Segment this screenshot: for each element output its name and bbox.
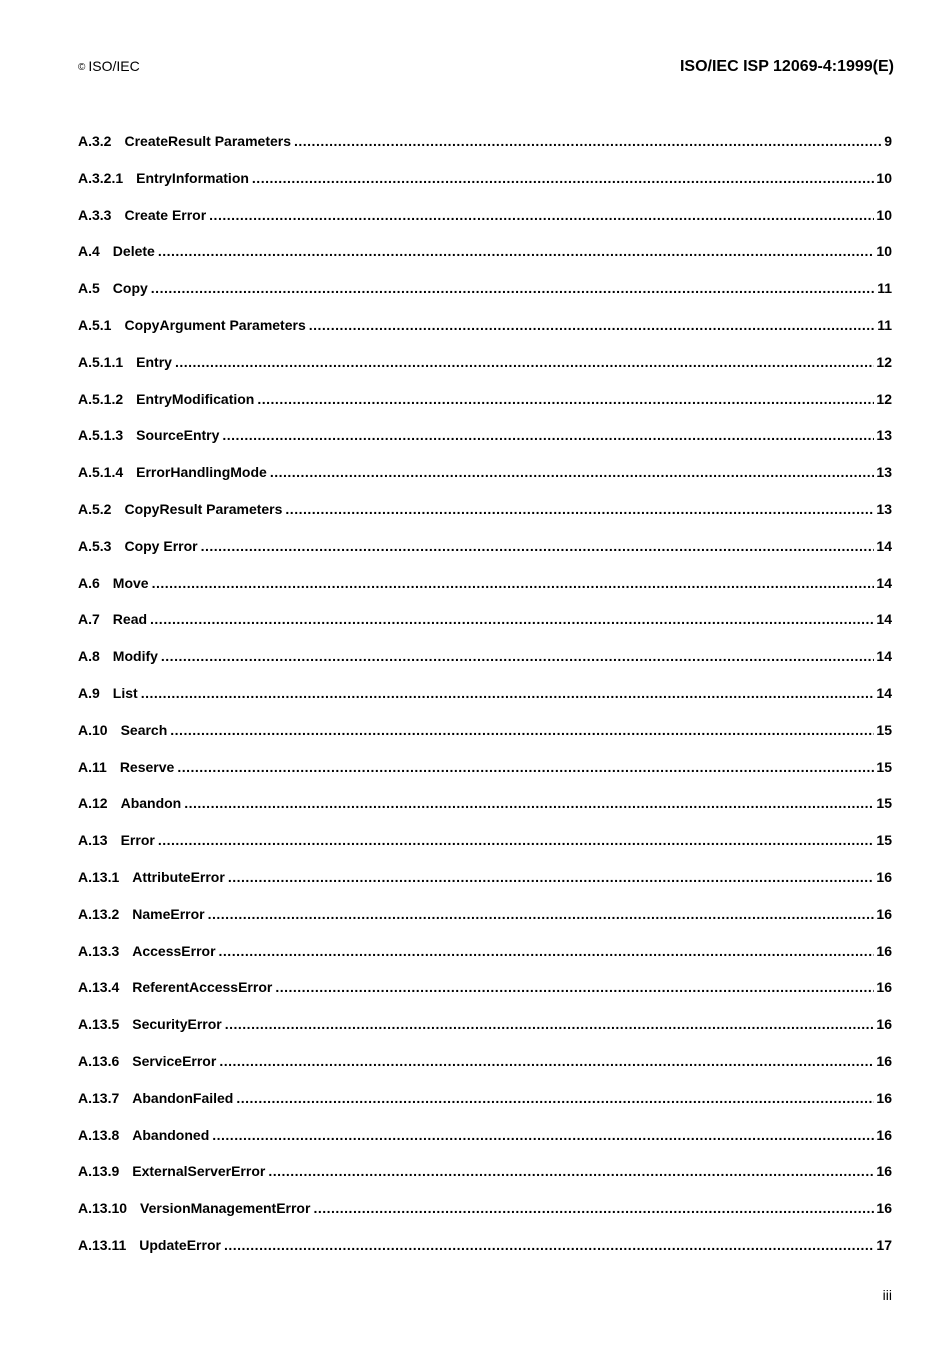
toc-entry-number: A.13.2 xyxy=(78,905,120,922)
toc-dot-leader xyxy=(285,501,874,517)
toc-entry-title: ReferentAccessError xyxy=(132,979,273,996)
toc-entry-title: SecurityError xyxy=(132,1016,222,1033)
toc-entry-page: 11 xyxy=(877,316,892,333)
toc-entry-title: EntryInformation xyxy=(136,169,249,186)
toc-entry-title: AbandonFailed xyxy=(132,1089,234,1106)
toc-entry[interactable] xyxy=(78,538,892,575)
toc-dot-leader xyxy=(219,943,875,959)
toc-entry-title: NameError xyxy=(132,905,205,922)
toc-entry-page: 9 xyxy=(884,133,892,149)
toc-entry-title: ServiceError xyxy=(132,1052,217,1069)
toc-entry-page: 16 xyxy=(876,942,892,959)
toc-entry-page: 15 xyxy=(876,795,892,812)
toc-entry-page: 14 xyxy=(876,684,892,701)
toc-entry-number: A.5.1.1 xyxy=(78,353,124,370)
toc-entry-number: A.3.2.1 xyxy=(78,169,124,186)
toc-entry[interactable] xyxy=(78,575,892,612)
toc-entry-page: 12 xyxy=(876,390,892,407)
toc-entry-number: A.13.1 xyxy=(78,868,120,885)
toc-entry-number: A.12 xyxy=(78,795,108,812)
toc-entry[interactable] xyxy=(78,685,892,722)
toc-entry-number: A.3.2 xyxy=(78,133,112,149)
toc-dot-leader xyxy=(313,1200,874,1216)
toc-entry-title: Search xyxy=(120,721,168,738)
toc-entry-page: 14 xyxy=(876,574,892,591)
toc-entry-page: 10 xyxy=(876,243,892,260)
toc-entry-title: Modify xyxy=(112,648,158,665)
toc-entry-number: A.3.3 xyxy=(78,206,112,223)
toc-entry[interactable] xyxy=(78,759,892,796)
toc-entry-title: CreateResult Parameters xyxy=(124,133,291,149)
page-number: iii xyxy=(882,1287,892,1303)
toc-entry-title: Error xyxy=(120,832,155,849)
toc-entry[interactable] xyxy=(78,1016,892,1053)
toc-entry-title: VersionManagementError xyxy=(140,1200,311,1217)
toc-entry-number: A.5.1.3 xyxy=(78,427,124,444)
toc-entry[interactable] xyxy=(78,1163,892,1200)
header-org: ISO/IEC xyxy=(88,58,140,74)
toc-entry[interactable] xyxy=(78,354,892,391)
toc-entry-number: A.13.5 xyxy=(78,1016,120,1033)
toc-entry-title: Abandon xyxy=(120,795,182,812)
toc-entry-title: Entry xyxy=(136,353,172,370)
toc-dot-leader xyxy=(268,1163,874,1179)
toc-entry-title: AccessError xyxy=(132,942,216,959)
toc-entry-number: A.13.11 xyxy=(78,1236,127,1253)
toc-dot-leader xyxy=(209,207,874,223)
toc-dot-leader xyxy=(170,722,874,738)
toc-entry[interactable] xyxy=(78,1053,892,1090)
toc-entry-number: A.5.3 xyxy=(78,537,112,554)
toc-entry-number: A.10 xyxy=(78,721,108,738)
toc-entry-number: A.13 xyxy=(78,832,108,849)
toc-entry-page: 12 xyxy=(876,353,892,370)
toc-entry[interactable] xyxy=(78,869,892,906)
toc-entry-page: 10 xyxy=(876,169,892,186)
table-of-contents xyxy=(78,133,892,1274)
toc-entry-page: 16 xyxy=(876,1089,892,1106)
toc-entry-number: A.13.9 xyxy=(78,1163,120,1180)
toc-dot-leader xyxy=(150,611,874,627)
toc-entry-title: EntryModification xyxy=(136,390,255,407)
toc-dot-leader xyxy=(177,759,874,775)
toc-entry-title: Reserve xyxy=(119,758,175,775)
toc-entry-number: A.13.10 xyxy=(78,1200,128,1217)
toc-entry[interactable] xyxy=(78,648,892,685)
toc-entry-page: 15 xyxy=(876,832,892,849)
toc-entry-title: ErrorHandlingMode xyxy=(136,464,267,481)
toc-dot-leader xyxy=(158,832,875,848)
toc-entry[interactable] xyxy=(78,427,892,464)
toc-entry[interactable] xyxy=(78,464,892,501)
toc-entry-title: Read xyxy=(112,611,148,628)
toc-dot-leader xyxy=(184,795,874,811)
toc-entry[interactable] xyxy=(78,832,892,869)
toc-entry-title: Copy Error xyxy=(124,537,198,554)
toc-entry-number: A.5.1.2 xyxy=(78,390,124,407)
copyright-symbol: © xyxy=(78,62,86,73)
toc-entry-number: A.5.1.4 xyxy=(78,464,124,481)
toc-entry-number: A.7 xyxy=(78,611,100,628)
toc-dot-leader xyxy=(252,170,875,186)
toc-entry[interactable] xyxy=(78,391,892,428)
toc-entry-page: 16 xyxy=(876,905,892,922)
toc-dot-leader xyxy=(224,1237,874,1253)
toc-entry-title: CopyResult Parameters xyxy=(124,500,283,517)
toc-entry[interactable] xyxy=(78,317,892,354)
toc-entry-number: A.8 xyxy=(78,648,100,665)
toc-entry-number: A.13.6 xyxy=(78,1052,120,1069)
toc-entry-number: A.13.7 xyxy=(78,1089,120,1106)
toc-entry-page: 14 xyxy=(876,537,892,554)
toc-entry-page: 13 xyxy=(876,500,892,517)
toc-entry-page: 17 xyxy=(876,1236,892,1253)
toc-entry-page: 16 xyxy=(876,868,892,885)
toc-entry-number: A.11 xyxy=(78,758,107,775)
toc-entry-number: A.9 xyxy=(78,684,100,701)
toc-dot-leader xyxy=(212,1127,874,1143)
toc-entry-title: Create Error xyxy=(124,206,207,223)
header-copyright xyxy=(78,58,140,74)
toc-entry-title: Copy xyxy=(112,280,148,297)
toc-entry-title: Delete xyxy=(112,243,155,260)
toc-entry[interactable] xyxy=(78,501,892,538)
toc-entry-title: AttributeError xyxy=(132,868,225,885)
toc-entry[interactable] xyxy=(78,1090,892,1127)
toc-dot-leader xyxy=(294,133,882,149)
toc-entry[interactable] xyxy=(78,243,892,280)
toc-entry-page: 16 xyxy=(876,979,892,996)
toc-entry-number: A.5.1 xyxy=(78,316,112,333)
toc-entry-number: A.13.4 xyxy=(78,979,120,996)
toc-dot-leader xyxy=(161,648,875,664)
toc-entry-number: A.13.3 xyxy=(78,942,120,959)
toc-entry-page: 11 xyxy=(877,280,892,297)
toc-dot-leader xyxy=(270,464,875,480)
toc-entry-title: SourceEntry xyxy=(136,427,220,444)
toc-entry[interactable] xyxy=(78,280,892,317)
toc-dot-leader xyxy=(219,1053,874,1069)
toc-entry-page: 16 xyxy=(876,1200,892,1217)
toc-dot-leader xyxy=(228,869,875,885)
toc-entry[interactable] xyxy=(78,611,892,648)
toc-entry[interactable] xyxy=(78,207,892,244)
toc-entry-title: UpdateError xyxy=(139,1236,221,1253)
toc-entry[interactable] xyxy=(78,133,892,170)
toc-entry-page: 15 xyxy=(876,758,892,775)
toc-dot-leader xyxy=(309,317,875,333)
toc-entry-title: Move xyxy=(112,574,149,591)
toc-entry[interactable] xyxy=(78,906,892,943)
toc-dot-leader xyxy=(175,354,874,370)
toc-entry[interactable] xyxy=(78,1200,892,1237)
toc-entry-page: 13 xyxy=(876,464,892,481)
toc-dot-leader xyxy=(222,427,874,443)
toc-entry-title: ExternalServerError xyxy=(132,1163,266,1180)
toc-dot-leader xyxy=(141,685,875,701)
toc-entry-title: List xyxy=(112,684,138,701)
toc-entry-page: 14 xyxy=(876,611,892,628)
toc-entry-page: 16 xyxy=(876,1126,892,1143)
toc-entry-number: A.5.2 xyxy=(78,500,112,517)
toc-entry-title: Abandoned xyxy=(132,1126,210,1143)
toc-entry-page: 15 xyxy=(876,721,892,738)
toc-entry-title: CopyArgument Parameters xyxy=(124,316,306,333)
toc-entry[interactable] xyxy=(78,1237,892,1274)
toc-dot-leader xyxy=(152,575,875,591)
toc-dot-leader xyxy=(225,1016,875,1032)
toc-dot-leader xyxy=(201,538,875,554)
toc-entry-number: A.13.8 xyxy=(78,1126,120,1143)
toc-entry[interactable] xyxy=(78,979,892,1016)
toc-entry-number: A.5 xyxy=(78,280,100,297)
toc-dot-leader xyxy=(236,1090,874,1106)
toc-entry[interactable] xyxy=(78,795,892,832)
toc-entry-number: A.6 xyxy=(78,574,100,591)
toc-entry-number: A.4 xyxy=(78,243,100,260)
toc-dot-leader xyxy=(158,243,875,259)
toc-entry-page: 10 xyxy=(876,206,892,223)
toc-dot-leader xyxy=(275,979,874,995)
toc-dot-leader xyxy=(257,391,874,407)
toc-entry-page: 14 xyxy=(876,648,892,665)
toc-entry-page: 16 xyxy=(876,1016,892,1033)
toc-entry-page: 16 xyxy=(876,1052,892,1069)
toc-entry[interactable] xyxy=(78,170,892,207)
toc-entry[interactable] xyxy=(78,943,892,980)
toc-entry[interactable] xyxy=(78,1127,892,1164)
toc-entry-page: 13 xyxy=(876,427,892,444)
toc-entry[interactable] xyxy=(78,722,892,759)
header-document-id: ISO/IEC ISP 12069-4:1999(E) xyxy=(679,58,894,75)
toc-dot-leader xyxy=(208,906,875,922)
toc-dot-leader xyxy=(151,280,875,296)
toc-entry-page: 16 xyxy=(876,1163,892,1180)
